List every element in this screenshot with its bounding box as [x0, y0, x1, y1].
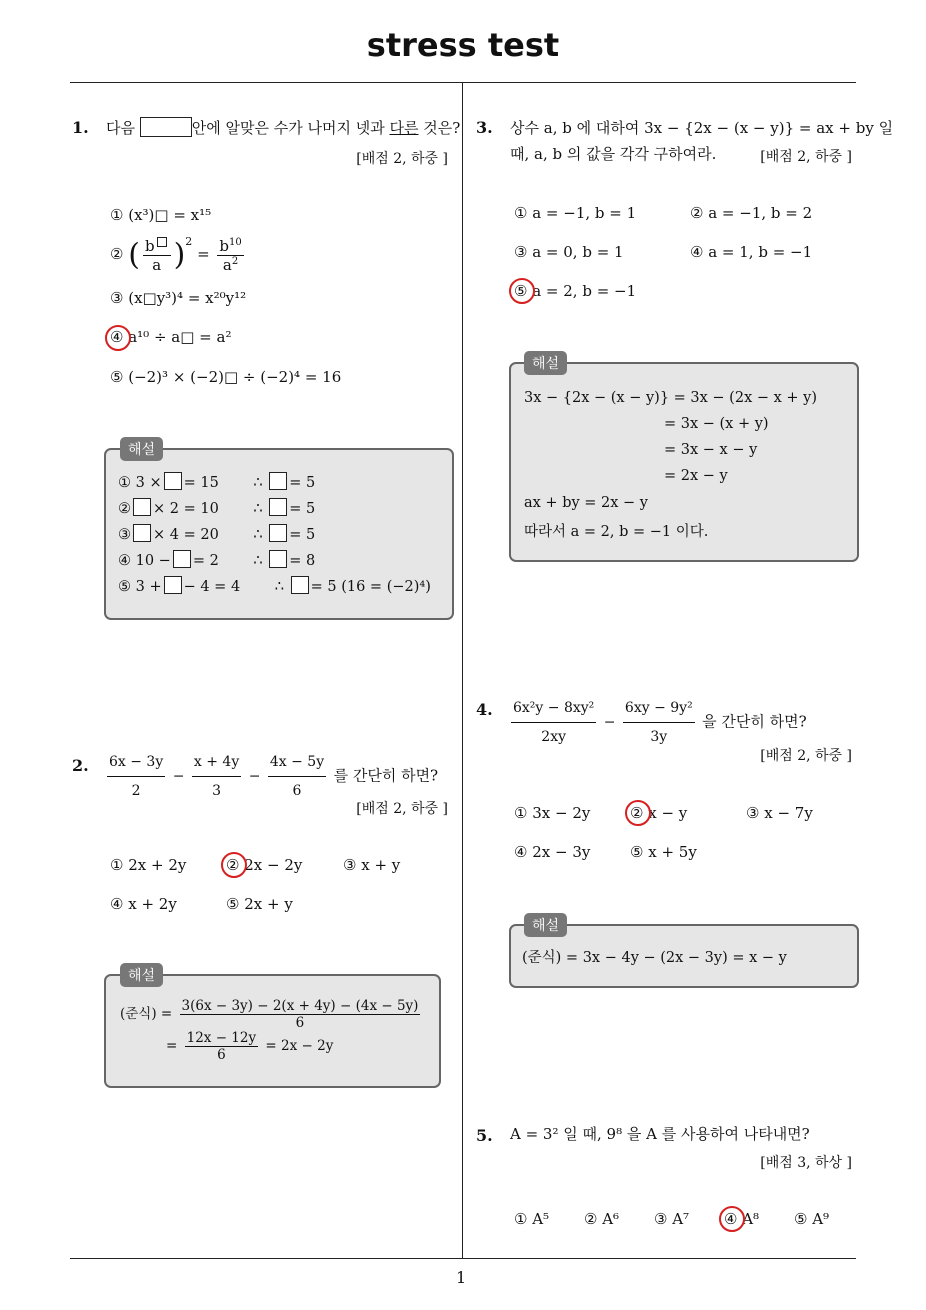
- page-title: stress test: [366, 26, 560, 64]
- q1-answer-mark-icon: [105, 325, 131, 351]
- q4-option-2[interactable]: ② x − y: [630, 804, 688, 822]
- q3-ans-3: = 3x − x − y: [664, 442, 758, 458]
- q4-number: 4.: [476, 700, 493, 719]
- footer-rule: [70, 1258, 856, 1259]
- q3-option-1[interactable]: ① a = −1, b = 1: [514, 204, 637, 222]
- q3-number: 3.: [476, 118, 493, 137]
- q1-number: 1.: [72, 118, 89, 137]
- q4-option-5[interactable]: ⑤ x + 5y: [630, 843, 697, 861]
- q1-answer-badge: 해설: [120, 437, 163, 461]
- q1-text: 다음 안에 알맞은 수가 나머지 넷과 다른 것은?: [106, 119, 461, 137]
- q2-answer-badge: 해설: [120, 963, 163, 987]
- q5-text: A = 3² 일 때, 9⁸ 을 A 를 사용하여 나타내면?: [510, 1125, 810, 1143]
- q3-answer-badge: 해설: [524, 351, 567, 375]
- q3-line-1: 상수 a, b 에 대하여 3x − {2x − (x − y)} = ax + by 일: [510, 119, 894, 137]
- q5-option-2[interactable]: ② A⁶: [584, 1210, 620, 1228]
- q2-ans-1: (준식) = $\frac{3(6x - 3y) - 2(x + 4y) - (4x - 5y)}{6}$: [120, 998, 419, 1031]
- q1-ans-2: ② × 2 = 10 ∴ = 5: [118, 498, 315, 517]
- q2-option-4[interactable]: ④ x + 2y: [110, 895, 177, 913]
- q1-option-3[interactable]: ③ (x□y³)⁴ = x²⁰y¹²: [110, 289, 247, 307]
- q1-option-1[interactable]: ① (x³)□ = x¹⁵: [110, 206, 212, 224]
- q3-line-2: 때, a, b 의 값을 각각 구하여라.: [510, 145, 717, 163]
- q3-ans-6: 따라서 a = 2, b = −1 이다.: [524, 524, 709, 540]
- q3-option-3[interactable]: ③ a = 0, b = 1: [514, 243, 624, 261]
- q4-option-1[interactable]: ① 3x − 2y: [514, 804, 591, 822]
- header-rule: [70, 82, 856, 83]
- q3-option-2[interactable]: ② a = −1, b = 2: [690, 204, 813, 222]
- q3-option-5[interactable]: ⑤ a = 2, b = −1: [514, 282, 637, 300]
- q4-option-4[interactable]: ④ 2x − 3y: [514, 843, 591, 861]
- q2-answer-mark-icon: [221, 852, 247, 878]
- q5-option-5[interactable]: ⑤ A⁹: [794, 1210, 830, 1228]
- q4-text: $\frac{\text{6x²y − 8xy²}}{2xy}$ − $\frac{\text{6xy − 9y²}}{3y}$ 을 간단히 하면?: [508, 694, 807, 751]
- q1-blank-box: [140, 117, 192, 137]
- q4-answer-mark-icon: [625, 800, 651, 826]
- q1-option-5[interactable]: ⑤ (−2)³ × (−2)□ ÷ (−2)⁴ = 16: [110, 368, 342, 386]
- q1-ans-3: ③ × 4 = 20 ∴ = 5: [118, 524, 315, 543]
- page-number: 1: [456, 1268, 467, 1287]
- q5-answer-mark-icon: [719, 1206, 745, 1232]
- q3-option-4[interactable]: ④ a = 1, b = −1: [690, 243, 813, 261]
- q4-ans-1: (준식) = 3x − 4y − (2x − 3y) = x − y: [522, 950, 787, 966]
- q1-ans-1: ① 3 × = 15 ∴ = 5: [118, 472, 315, 491]
- q2-option-3[interactable]: ③ x + y: [343, 856, 401, 874]
- column-divider: [462, 83, 463, 1258]
- q5-option-3[interactable]: ③ A⁷: [654, 1210, 690, 1228]
- q1-ans-5: ⑤ 3 + − 4 = 4 ∴ = 5 (16 = (−2)⁴): [118, 576, 431, 595]
- q3-ans-2: = 3x − (x + y): [664, 416, 769, 432]
- q1-ans-4: ④ 10 − = 2 ∴ = 8: [118, 550, 315, 569]
- q5-option-1[interactable]: ① A⁵: [514, 1210, 550, 1228]
- q5-option-4[interactable]: ④ A⁸: [724, 1210, 760, 1228]
- q2-number: 2.: [72, 756, 89, 775]
- q4-answer-badge: 해설: [524, 913, 567, 937]
- q4-option-3[interactable]: ③ x − 7y: [746, 804, 813, 822]
- q3-ans-4: = 2x − y: [664, 468, 728, 484]
- q2-option-1[interactable]: ① 2x + 2y: [110, 856, 187, 874]
- q3-ans-5: ax + by = 2x − y: [524, 495, 648, 511]
- q1-option-2[interactable]: ② ( $\frac{b}{a}$ )$^2$ = $\frac{b^{10}}{a^2}$: [110, 235, 242, 274]
- q2-option-2[interactable]: ② 2x − 2y: [226, 856, 303, 874]
- q1-option-4[interactable]: ④ a¹⁰ ÷ a□ = a²: [110, 328, 232, 346]
- q3-ans-1: 3x − {2x − (x − y)} = 3x − (2x − x + y): [524, 390, 818, 406]
- q2-option-5[interactable]: ⑤ 2x + y: [226, 895, 293, 913]
- q4-score: [배점 2, 하중 ]: [760, 748, 852, 764]
- q3-answer-mark-icon: [509, 278, 535, 304]
- q3-score: [배점 2, 하중 ]: [760, 149, 852, 165]
- q2-ans-2: = $\frac{12x - 12y}{6}$ = 2x − 2y: [166, 1030, 334, 1063]
- q2-score: [배점 2, 하중 ]: [356, 801, 448, 817]
- q2-text: $\frac{6x - 3y}{2}$ − $\frac{x + 4y}{3}$ − $\frac{4x - 5y}{6}$ 를 간단히 하면?: [104, 748, 438, 805]
- q5-number: 5.: [476, 1126, 493, 1145]
- q1-score: [배점 2, 하중 ]: [356, 151, 448, 167]
- q5-score: [배점 3, 하상 ]: [760, 1155, 852, 1171]
